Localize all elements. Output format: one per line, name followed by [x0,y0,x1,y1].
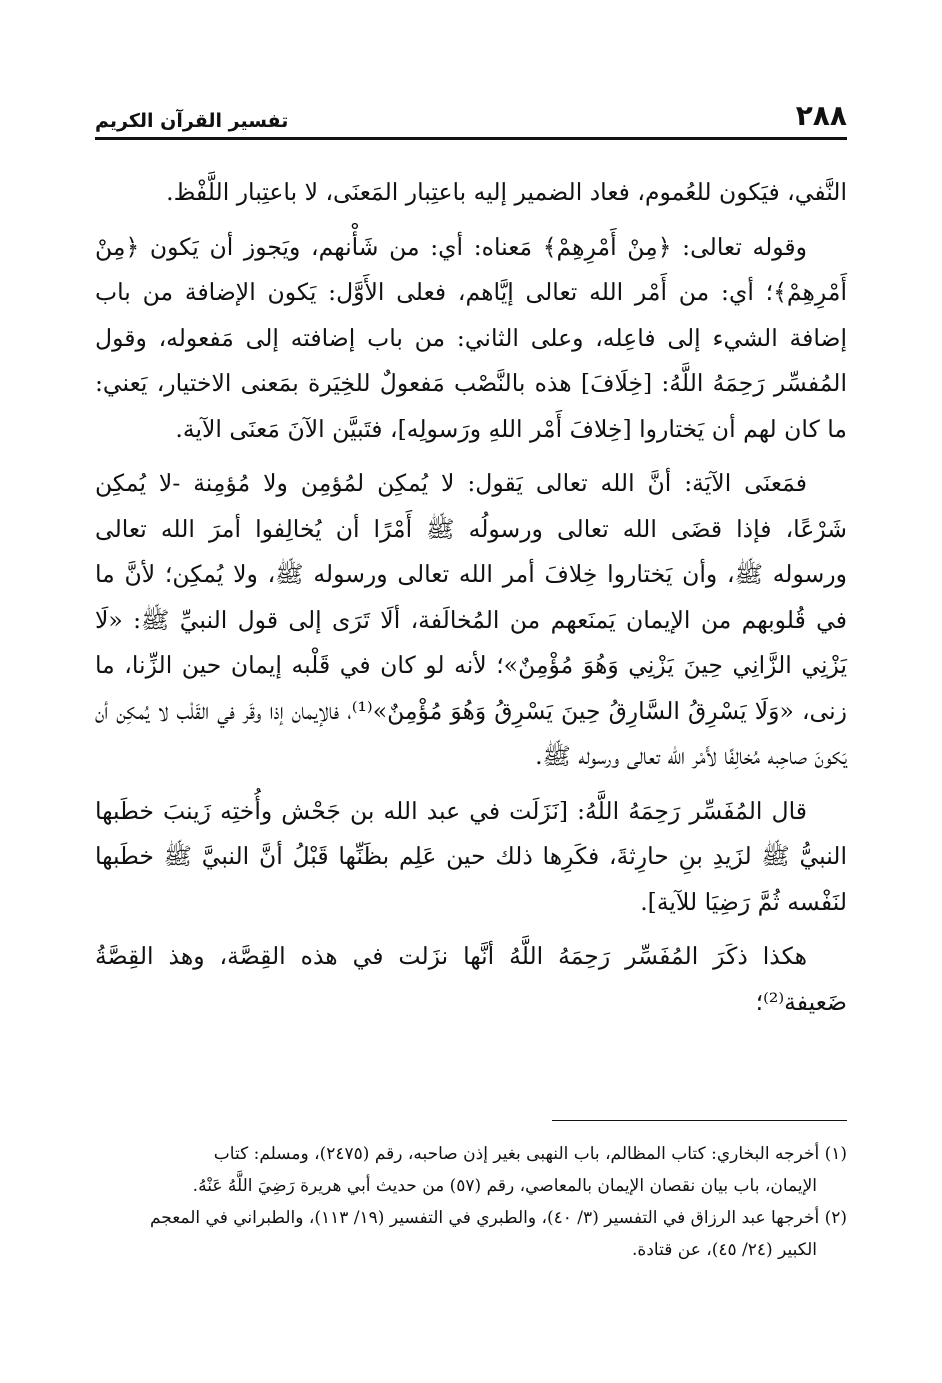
footnote-2-line: (٢) أخرجها عبد الرزاق في التفسير (٣/ ٤٠)، والطبري في التفسير (١٩/ ١١٣)، والطبراني في المعجم [149,1208,847,1228]
footnote-1-line: الإيمان، باب بيان نقصان الإيمان بالمعاصي، رقم (٥٧) من حديث أبي هريرة رَضِيَ اللَّهُ عَنْهُ. [192,1176,817,1196]
paragraph: هكذا ذكَرَ المُفَسِّر رَحِمَهُ اللَّهُ أنَّها نزَلت في هذه القِصَّة، وهذ القِصَّةُ ضَعيفة⁽²⁾؛ [95,942,847,1016]
paragraph: فمَعنَى الآيَة: أنَّ الله تعالى يَقول: لا يُمكِن لمُؤمِن ولا مُؤمِنة -لا يُمكِن شَرْعًا، فإذا قضَى الله تعالى ورسولُه ﷺ أَمْرًا أن يُخالِفوا أمرَ الله تعالى ورسوله ﷺ، وأن يَختاروا خِلافَ أمر الله تعالى ورسوله ﷺ، ولا يُمكِن؛ لأنَّ ما في قُلوبهم من الإيمان يَمنَعهم من المُخالَفة، ألَا تَرَى إلى قول النبيِّ ﷺ: «لَا يَزْنِي الزَّانِي حِينَ يَزْنِي وَهُوَ مُؤْمِنٌ»؛ لأنه لو كان في قَلْبه إيمان حين الزِّنا، ما زنى، «وَلَا يَسْرِقُ السَّارِقُ حِينَ يَسْرِقُ وَهُوَ مُؤْمِنٌ»⁽¹⁾، فالإيمان إذا وقَر في القَلْب لا يُمكِن أن يَكونَ صاحِبه مُخالِفًا لأَمْر الله تعالى ورسوله ﷺ. [95,469,848,770]
paragraph: وقوله تعالى: ﴿مِنْ أَمْرِهِمْ﴾ مَعناه: أي: من شَأْنهم، ويَجوز أن يَكون ﴿مِنْ أَمْرِهِمْ﴾؛ أي: من أَمْر الله تعالى إيَّاهم، فعلى الأَوَّل: يَكون الإضافة من باب إضافة الشيء إلى فاعِله، وعلى الثاني: من باب إضافته إلى مَفعوله، وقول المُفسِّر رَحِمَهُ اللَّهُ: [خِلَافَ] هذه بالنَّصْب مَفعولٌ للخِيَرة بمَعنى الاختيار، يَعني: ما كان لهم أن يَختاروا [خِلافَ أَمْر اللهِ ورَسولِه]، فتَبيَّن الآنَ مَعنَى الآية. [95,232,847,443]
main-text [95,170,847,1034]
footnote-2-line: الكبير (٢٤/ ٤٥)، عن قتادة. [632,1240,817,1260]
footnote-separator [552,1120,847,1121]
running-title: تفسير القرآن الكريم [95,110,289,132]
page-number: ٢٨٨ [795,99,847,132]
paragraph: النَّفي، فيَكون للعُموم، فعاد الضمير إليه باعتِبار المَعنَى، لا باعتِبار اللَّفْظ. [166,178,847,206]
footnote-1-line: (١) أخرجه البخاري: كتاب المظالم، باب النهبى بغير إذن صاحبه، رقم (٢٤٧٥)، ومسلم: كتاب [213,1144,847,1164]
header-rule [95,137,847,140]
paragraph: قال المُفَسِّر رَحِمَهُ اللَّهُ: [نَزَلَت في عبد الله بن جَحْش وأُختِه زَينبَ خطَبها النبيُّ ﷺ لزَيدِ بنِ حارِثةَ، فكَرِها ذلك حين عَلِم بظَنِّها قَبْلُ أنَّ النبيَّ ﷺ خطَبها لنَفْسه ثُمَّ رَضِيَا للآية]. [95,796,847,916]
footnotes [95,1138,847,1266]
page-header [95,92,847,132]
